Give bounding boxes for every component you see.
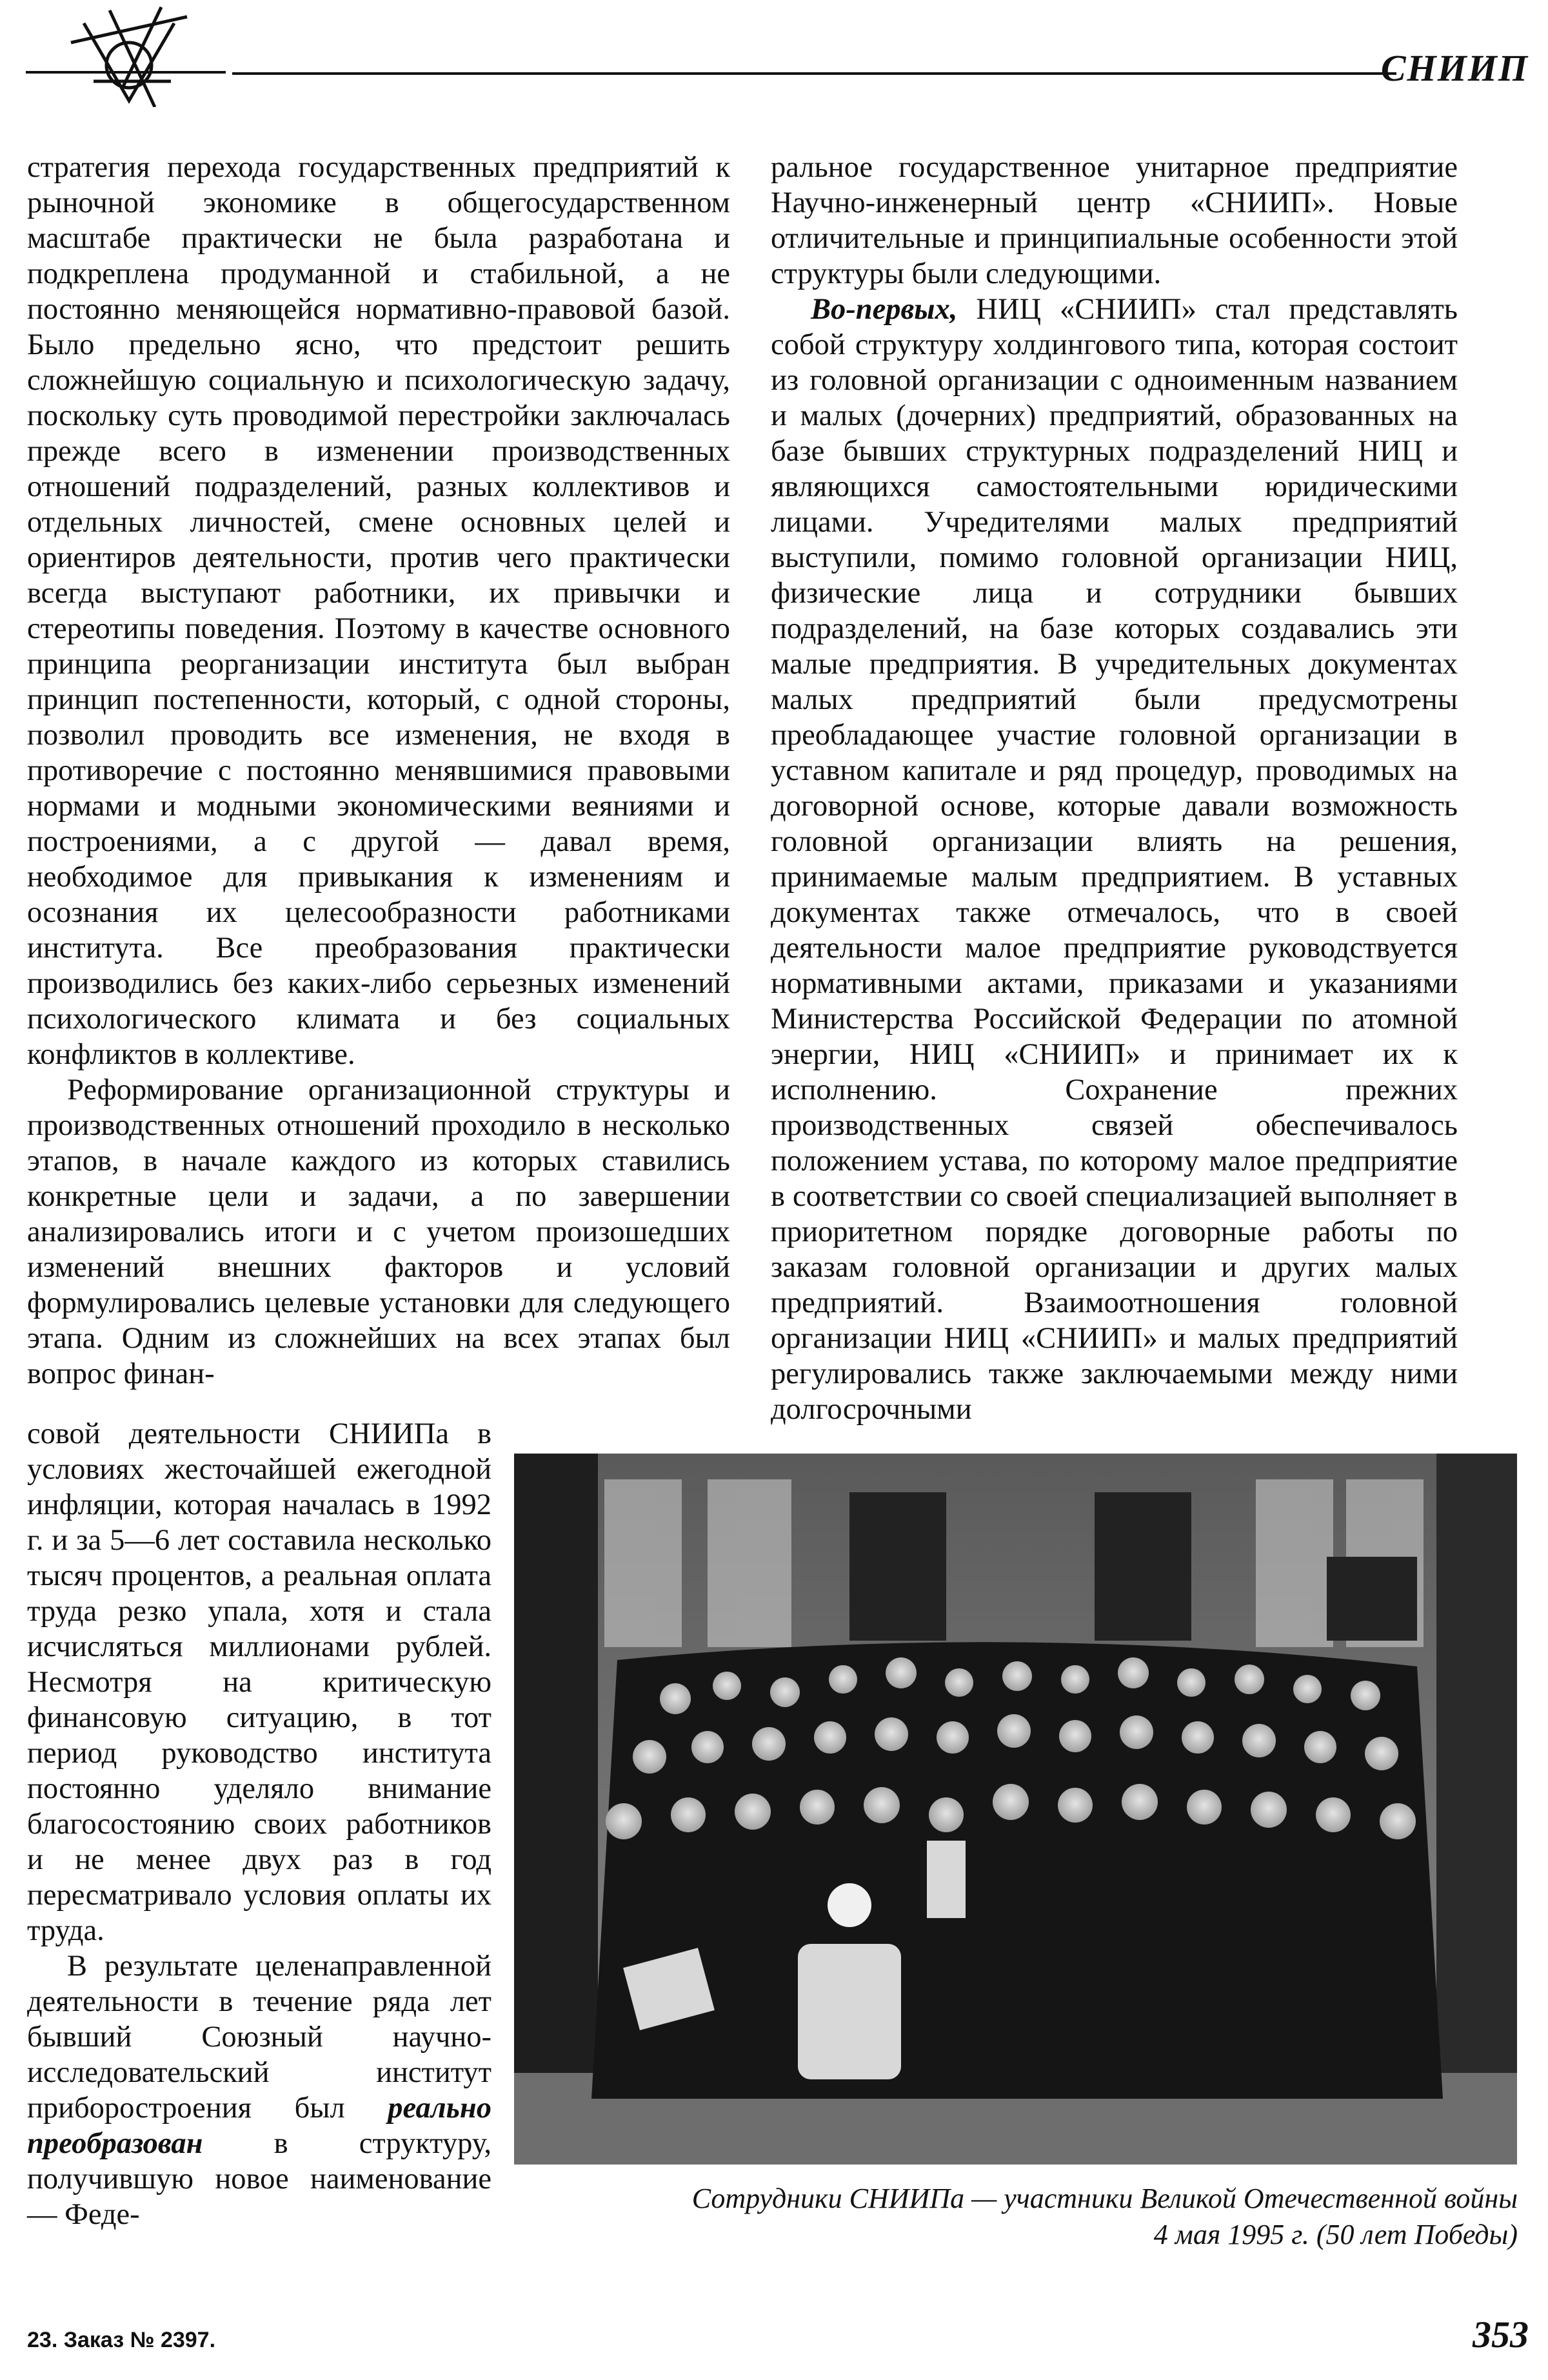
header-rule xyxy=(232,72,1396,75)
group-photo xyxy=(514,1454,1517,2165)
emphasis-text: реально преобразован xyxy=(27,2092,491,2160)
paragraph xyxy=(27,1948,491,2232)
caption-line: Сотрудники СНИИПа — участники Великой Отечественной войны xyxy=(691,2183,1518,2214)
left-column-top xyxy=(27,150,730,1392)
left-column-bottom xyxy=(27,1416,491,2232)
running-head-title: СНИИП xyxy=(1380,47,1529,89)
emphasis-text: Во-первых, xyxy=(811,293,958,326)
print-order-note: 23. Заказ № 2397. xyxy=(27,2328,216,2352)
page-number: 353 xyxy=(1473,2314,1529,2355)
right-column xyxy=(771,150,1458,1427)
paragraph: ральное государственное унитарное предприятие Научно-инженерный центр «СНИИП». Новые отличительные и принципиальные особенности этой структуры были следующими. xyxy=(771,151,1458,290)
paragraph-text: В результате целенаправленной деятельности в течение ряда лет бывший Союзный научно-исследовательский институт приборостроения был xyxy=(27,1950,491,2125)
paragraph: стратегия перехода государственных предприятий к рыночной экономике в общегосударственном масштабе практически не была разработана и подкреплена продуманной и стабильной, а не постоянно меняющейся нормативно-правовой базой. Было предельно ясно, что предстоит решить сложнейшую социальную и психологическую задачу, поскольку суть проводимой перестройки заключалась прежде всего в изменении производственных отношений подразделений, разных коллективов и отдельных личностей, смене основных целей и ориентиров деятельности, против чего практически всегда выступают работники, их привычки и стереотипы поведения. Поэтому в качестве основного принципа реорганизации института был выбран принцип постепенности, который, с одной стороны, позволил проводить все изменения, не входя в противоречие с постоянно менявшимися правовыми нормами и модными экономическими веяниями и построениями, а с другой — давал время, необходимое для привыкания к изменениям и осознания их целесообразности работниками института. Все преобразования практически производились без каких-либо серьезных изменений психологического климата и без социальных конфликтов в коллективе. xyxy=(27,151,730,1071)
caption-line: 4 мая 1995 г. (50 лет Победы) xyxy=(1153,2219,1518,2250)
paragraph xyxy=(771,292,1458,1427)
paragraph-text: НИЦ «СНИИП» стал представлять собой структуру холдингового типа, которая состоит из головной организации с одноименным названием и малых (дочерних) предприятий, образованных на базе бывших структурных подразделений НИЦ и являющихся самостоятельными юридическими лицами. Учредителями малых предприятий выступили, помимо головной организации НИЦ, физические лица и сотрудники бывших подразделений, на базе которых создавались эти малые предприятия. В учредительных документах малых предприятий были предусмотрены преобладающее участие головной организации в уставном капитале и ряд процедур, проводимых на договорной основе, которые давали возможность головной организации влиять на решения, принимаемые малым предприятием. В уставных документах также отмечалось, что в своей деятельности малое предприятие руководствуется нормативными актами, приказами и указаниями Министерства Российской Федерации по атомной энергии, НИЦ «СНИИП» и принимает их к исполнению. Сохранение прежних производственных связей обеспечивалось положением устава, по которому малое предприятие в соответствии со своей специализацией выполняет в приоритетном порядке договорные работы по заказам головной организации и других малых предприятий. Взаимоотношения головной организации НИЦ «СНИИП» и малых предприятий регулировались также заключаемыми между ними долгосрочными xyxy=(771,293,1458,1426)
paragraph-text: в структуру, получившую новое наименование — Феде- xyxy=(27,2127,492,2231)
header-rule-left xyxy=(26,71,226,74)
photo-caption xyxy=(516,2181,1518,2253)
institute-logo-icon xyxy=(32,4,226,107)
paragraph: Реформирование организационной структуры и производственных отношений проходило в несколько этапов, в начале каждого из которых ставились конкретные цели и задачи, а по завершении анализировались итоги и с учетом произошедших изменений внешних факторов и условий формулировались целевые установки для следующего этапа. Одним из сложнейших на всех этапах был вопрос финан- xyxy=(27,1074,730,1390)
paragraph: совой деятельности СНИИПа в условиях жесточайшей ежегодной инфляции, которая началась в 1992 г. и за 5—6 лет составила несколько тысяч процентов, а реальная оплата труда резко упала, хотя и стала исчисляться миллионами рублей. Несмотря на критическую финансовую ситуацию, в тот период руководство института постоянно уделяло внимание благосостоянию своих работников и не менее двух раз в год пересматривало условия оплаты их труда. xyxy=(27,1417,491,1947)
